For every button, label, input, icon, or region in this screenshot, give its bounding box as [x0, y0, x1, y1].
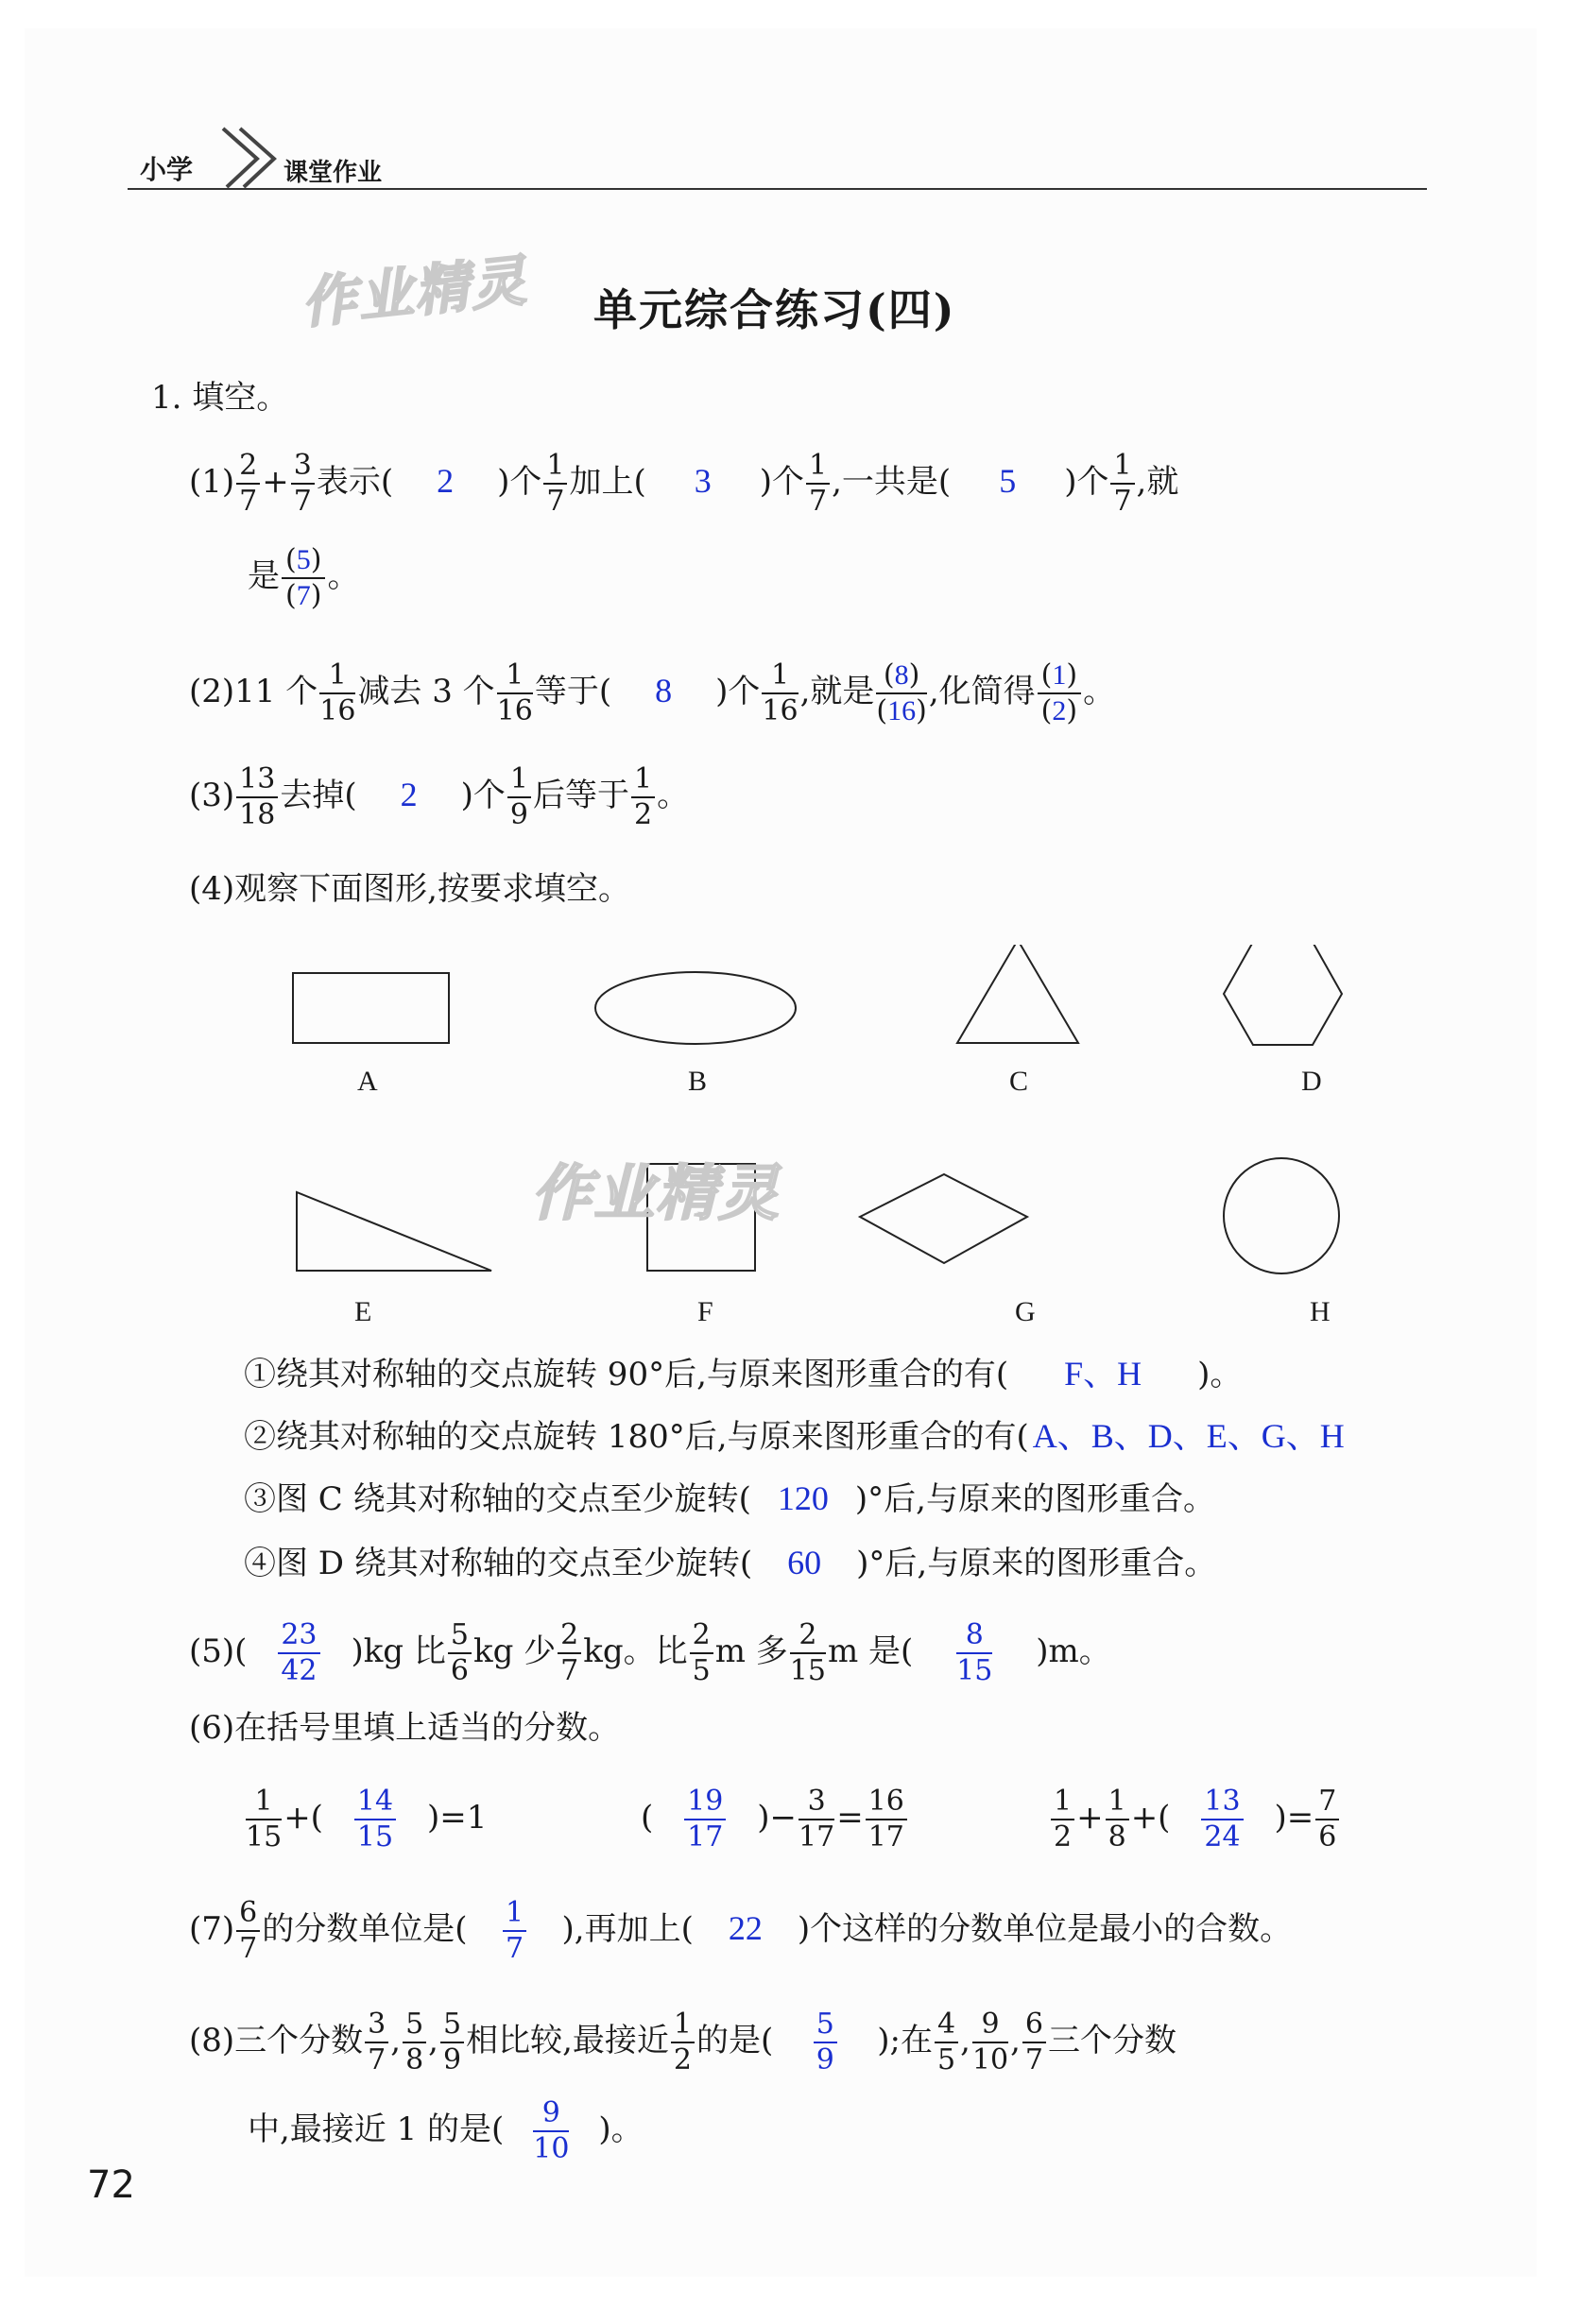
double-chevron-icon: [215, 121, 282, 189]
answer-1-6a-num: 14: [354, 1787, 396, 1820]
watermark-logo: 作业精灵: [298, 248, 531, 336]
shape-label-h: H: [1310, 1296, 1331, 1327]
shape-label-b: B: [688, 1066, 708, 1097]
shape-h-circle: [1224, 1158, 1339, 1273]
answer-1-8b-den: 10: [533, 2132, 570, 2165]
answer-1-2b-num: 8: [894, 659, 909, 691]
q1-part4-item3: ③图 C 绕其对称轴的交点至少旋转( 120 )°后,与原来的图形重合。: [244, 1479, 1215, 1518]
shape-label-a: A: [357, 1066, 378, 1097]
q1-part4-item4: ④图 D 绕其对称轴的交点至少旋转( 60 )°后,与原来的图形重合。: [244, 1544, 1217, 1582]
answer-1-4-3: 120: [777, 1479, 829, 1517]
answer-1-5a-den: 42: [281, 1654, 318, 1687]
q1-part3: (3) $\frac{13}{18}$ 去掉( 2 )个 $\frac{1}{9}$ 后等于 $\frac{1}{2}$ 。: [189, 762, 690, 831]
q1-part4-prompt: (4)观察下面图形,按要求填空。: [189, 870, 630, 908]
answer-1-2a: 8: [655, 672, 673, 709]
q1-part6-eq2: ( $\frac{19}{17}$ )− $\frac{3}{17}$ = $\frac{16}{17}$: [641, 1787, 909, 1852]
answer-1-5b-num: 8: [956, 1621, 992, 1654]
q1-part5: (5)( $\frac{23}{42}$ )kg 比 $\frac{5}{6}$ kg 少 $\frac{2}{7}$ kg。比 $\frac{2}{5}$ m 多 $\frac{2}{15}$ m 是( $\frac{8}{15}$ )m。: [189, 1618, 1111, 1687]
answer-1-6b-num: 19: [684, 1787, 726, 1820]
answer-1-2b-den: 16: [887, 695, 917, 726]
answer-1-8a-num: 5: [814, 2010, 837, 2043]
shape-label-g: G: [1015, 1296, 1036, 1327]
q1-part4-item2: ②绕其对称轴的交点旋转 180°后,与原来图形重合的有( A、B、D、E、G、H: [244, 1417, 1345, 1456]
shape-label-d: D: [1301, 1066, 1322, 1097]
brand-label: 小学: [140, 154, 194, 185]
answer-1-2c-den: 2: [1052, 695, 1067, 726]
shape-b-ellipse: [595, 972, 796, 1044]
answer-1-6b-den: 17: [687, 1820, 724, 1854]
answer-1-7b: 22: [728, 1909, 763, 1947]
q1-part7: (7) $\frac{6}{7}$ 的分数单位是( $\frac{1}{7}$ ),再加上( 22 )个这样的分数单位是最小的合数。: [189, 1896, 1293, 1965]
watermark-center: 作业精灵: [531, 1159, 781, 1229]
answer-1-2c-num: 1: [1052, 659, 1067, 691]
answer-1-1d-den: 7: [296, 580, 311, 611]
header-divider: [128, 188, 1427, 190]
answer-1-6a-den: 15: [356, 1820, 394, 1854]
shape-label-f: F: [697, 1296, 713, 1327]
shape-a-rectangle: [293, 973, 449, 1043]
shapes-figure: [274, 945, 1436, 1304]
answer-1-4-2: A、B、D、E、G、H: [1032, 1417, 1345, 1455]
answer-1-8b-num: 9: [533, 2099, 569, 2132]
q1-part6-eq1: $\frac{1}{15}$ +( $\frac{14}{15}$ )=1: [246, 1785, 488, 1854]
answer-1-7a-den: 7: [505, 1932, 524, 1965]
shape-label-c: C: [1009, 1066, 1029, 1097]
answer-1-5a-num: 23: [278, 1621, 319, 1654]
answer-1-4-4: 60: [787, 1544, 822, 1581]
shape-c-triangle: [957, 945, 1078, 1043]
answer-1-1a: 2: [437, 462, 455, 500]
answer-1-6c-num: 13: [1201, 1787, 1243, 1820]
question-1-label: 1. 填空。: [151, 379, 289, 417]
answer-1-1d-num: 5: [296, 544, 311, 575]
q1-part2: (2)11 个 $\frac{1}{16}$ 减去 3 个 $\frac{1}{16}$ 等于( 8 )个 $\frac{1}{16}$ ,就是 $\frac{(8)}{(16)}$ ,化简得 $\frac{(1)}{(2)}$ 。: [189, 658, 1116, 727]
answer-1-5b-den: 15: [956, 1654, 993, 1687]
q1-part8-line1: (8)三个分数 $\frac{3}{7}$ , $\frac{5}{8}$ , $\frac{5}{9}$ 相比较,最接近 $\frac{1}{2}$ 的是( $\frac{5}{9}$ );在 $\frac{4}{5}$ , $\frac{9}{10}$ , $\frac{6}{7}$ 三个分数: [189, 2008, 1176, 2076]
q1-part1-line2: 是 $\frac{(5)}{(7)}$ 。: [248, 543, 360, 612]
shape-e-right-triangle: [297, 1192, 491, 1271]
answer-1-8a-den: 9: [816, 2043, 834, 2076]
answer-1-3: 2: [400, 776, 418, 813]
page-title: 单元综合练习(四): [593, 284, 956, 335]
q1-part8-line2: 中,最接近 1 的是( $\frac{9}{10}$ )。: [248, 2096, 644, 2165]
shape-label-e: E: [354, 1296, 372, 1327]
answer-1-6c-den: 24: [1204, 1820, 1241, 1854]
answer-1-4-1: F、H: [1064, 1355, 1142, 1393]
q1-part4-item1: ①绕其对称轴的交点旋转 90°后,与原来图形重合的有( F、H )。: [244, 1355, 1243, 1393]
header-subtitle: 课堂作业: [283, 159, 383, 187]
answer-1-1b: 3: [694, 462, 712, 500]
page-number: 72: [87, 2163, 135, 2207]
q1-part6-eq3: $\frac{1}{2}$ + $\frac{1}{8}$ +( $\frac{13}{24}$ )= $\frac{7}{6}$: [1049, 1787, 1341, 1852]
shape-g-rhombus: [860, 1174, 1027, 1263]
answer-1-1c: 5: [999, 462, 1017, 500]
q1-part1-line1: (1) $\frac{2}{7}$ + $\frac{3}{7}$ 表示( 2 )个 $\frac{1}{7}$ 加上( 3 )个 $\frac{1}{7}$ ,一共是( 5 )个 $\frac{1}{7}$ ,就: [189, 449, 1179, 518]
answer-1-7a-num: 1: [503, 1899, 526, 1932]
q1-part6-prompt: (6)在括号里填上适当的分数。: [189, 1709, 621, 1747]
shape-d-hexagon: [1224, 945, 1342, 1045]
